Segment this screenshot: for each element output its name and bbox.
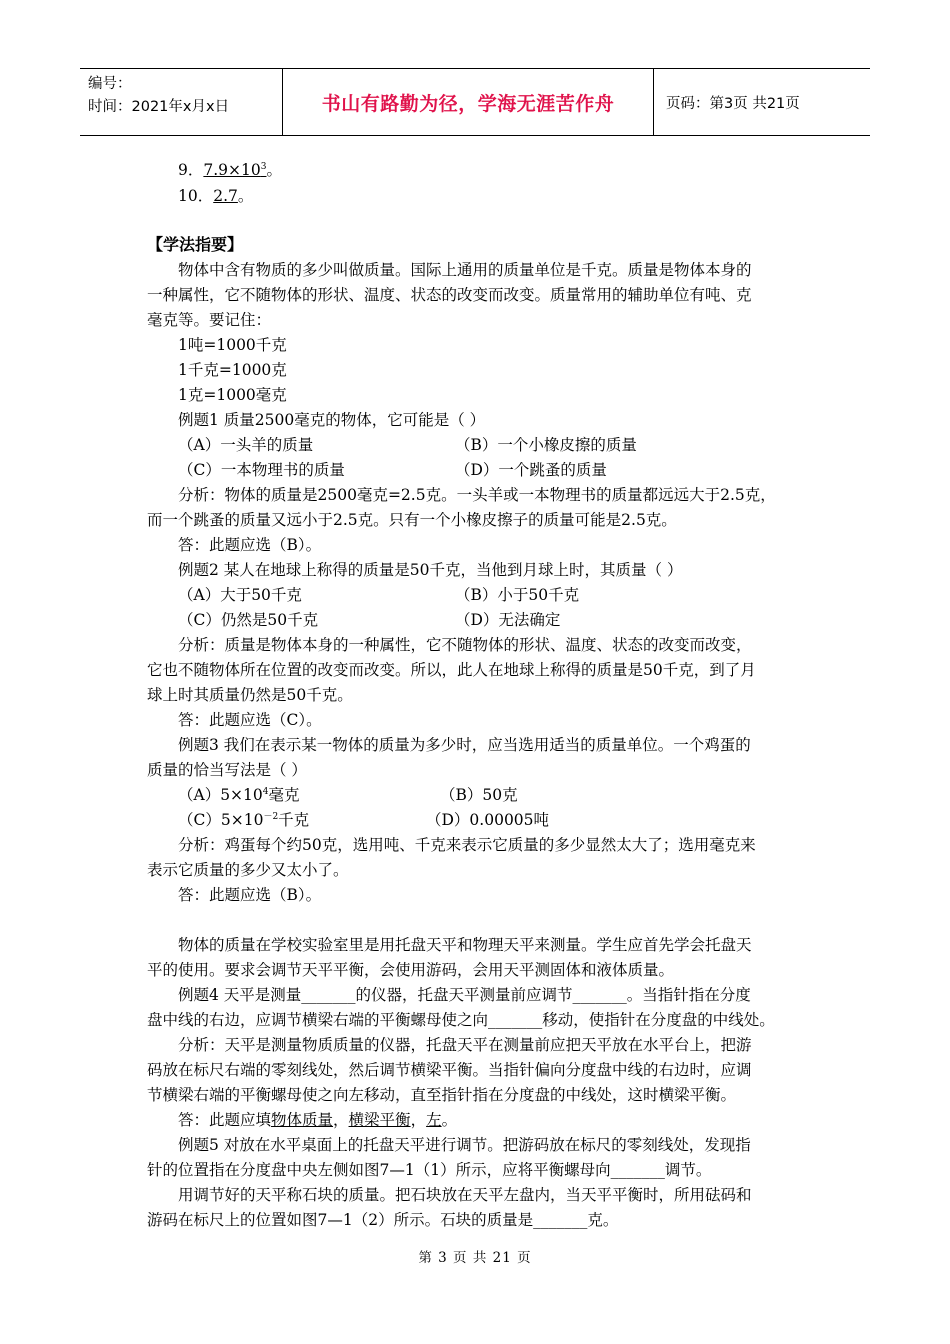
number-label: 编号： xyxy=(88,76,132,92)
option-unit: 毫克 xyxy=(268,786,300,804)
header-motto-cell xyxy=(282,69,654,135)
option-text: （A）5×10 xyxy=(178,786,263,804)
analysis-line: 球上时其质量仍然是50千克。 xyxy=(147,686,353,704)
answer-separator: ， xyxy=(333,1111,349,1129)
option-c xyxy=(178,808,309,832)
balance-intro-line: 平的使用。要求会调节天平平衡，会使用游码，会用天平测固体和液体质量。 xyxy=(147,961,675,979)
option-exponent: 4 xyxy=(262,786,269,797)
analysis-line: 码放在标尺右端的零刻线处，然后调节横梁平衡。当指针偏向分度盘中线的右边时，应调 xyxy=(147,1061,752,1079)
example-1-question: 例题1 质量2500毫克的物体，它可能是（ ） xyxy=(178,411,486,429)
answer-9 xyxy=(178,158,282,182)
option-b: （B）50克 xyxy=(440,786,518,804)
example-5-question: 针的位置指在分度盘中央左侧如图7—1（1）所示，应将平衡螺母向_______调节。 xyxy=(147,1161,712,1179)
answer-separator: ， xyxy=(410,1111,427,1129)
option-text: （C）5×10 xyxy=(178,811,264,829)
page-footer: 第 3 页 共 21 页 xyxy=(418,1250,532,1266)
option-c: （C）一本物理书的质量 xyxy=(178,461,345,479)
example-5-question: 游码在标尺上的位置如图7—1（2）所示。石块的质量是_______克。 xyxy=(147,1211,619,1229)
intro-line: 毫克等。要记住： xyxy=(147,311,272,329)
option-d: （D）无法确定 xyxy=(455,611,561,629)
answer-tail: 。 xyxy=(237,187,254,205)
option-b: （B）小于50千克 xyxy=(455,586,580,604)
page-header xyxy=(80,68,870,136)
header-motto: 书山有路勤为径，学海无涯苦作舟 xyxy=(321,92,615,115)
answer-exponent: 3 xyxy=(260,161,267,172)
option-exponent: －2 xyxy=(263,811,279,822)
header-meta xyxy=(80,69,282,135)
answer-end: 。 xyxy=(441,1111,458,1129)
analysis-line: 表示它质量的多少又太小了。 xyxy=(147,861,349,879)
option-a: （A）大于50千克 xyxy=(178,586,302,604)
unit-conversion: 1克=1000毫克 xyxy=(178,386,287,404)
answer-number: 9． xyxy=(178,161,204,179)
section-title: 【学法指要】 xyxy=(147,235,244,254)
option-a: （A）一头羊的质量 xyxy=(178,436,314,454)
page-label: 页码：第3页 共21页 xyxy=(666,95,800,112)
answer-prefix: 答：此题应填 xyxy=(178,1111,272,1129)
example-5-question: 例题5 对放在水平桌面上的托盘天平进行调节。把游码放在标尺的零刻线处，发现指 xyxy=(178,1136,751,1154)
unit-conversion: 1吨=1000千克 xyxy=(178,336,287,354)
balance-intro-line: 物体的质量在学校实验室里是用托盘天平和物理天平来测量。学生应首先学会托盘天 xyxy=(178,936,752,954)
analysis-line: 它也不随物体所在位置的改变而改变。所以，此人在地球上称得的质量是50千克，到了月 xyxy=(147,661,756,679)
unit-conversion: 1千克=1000克 xyxy=(178,361,287,379)
example-4-question: 盘中线的右边，应调节横梁右端的平衡螺母使之向_______移动，使指针在分度盘的中线处。 xyxy=(147,1011,775,1029)
example-5-question: 用调节好的天平称石块的质量。把石块放在天平左盘内，当天平平衡时，所用砝码和 xyxy=(178,1186,752,1204)
option-c: （C）仍然是50千克 xyxy=(178,611,319,629)
answer-line: 答：此题应选（C）。 xyxy=(178,711,322,729)
analysis-line: 分析：鸡蛋每个约50克，选用吨、千克来表示它质量的多少显然太大了；选用毫克来 xyxy=(178,836,756,854)
answer-blank-3: 左 xyxy=(426,1111,442,1129)
answer-line xyxy=(178,1108,457,1132)
example-2-question: 例题2 某人在地球上称得的质量是50千克，当他到月球上时，其质量（ ） xyxy=(178,561,683,579)
analysis-line: 分析：物体的质量是2500毫克=2.5克。一头羊或一本物理书的质量都远远大于2.5克， xyxy=(178,486,776,504)
answer-blank-1: 物体质量 xyxy=(271,1111,334,1129)
example-4-question: 例题4 天平是测量_______的仪器，托盘天平测量前应调节_______。当指针指在分度 xyxy=(178,986,751,1004)
analysis-line: 而一个跳蚤的质量又远小于2.5克。只有一个小橡皮擦子的质量可能是2.5克。 xyxy=(147,511,677,529)
option-b: （B）一个小橡皮擦的质量 xyxy=(455,436,637,454)
option-a xyxy=(178,783,300,807)
analysis-line: 分析：天平是测量物质质量的仪器，托盘天平在测量前应把天平放在水平台上，把游 xyxy=(178,1036,752,1054)
header-page-cell xyxy=(654,69,870,135)
answer-tail: 。 xyxy=(266,161,282,179)
answer-10 xyxy=(178,184,253,208)
time-label: 时间：2021年x月x日 xyxy=(88,99,230,115)
option-d: （D）一个跳蚤的质量 xyxy=(455,461,607,479)
answer-number: 10． xyxy=(178,187,214,205)
intro-line: 物体中含有物质的多少叫做质量。国际上通用的质量单位是千克。质量是物体本身的 xyxy=(178,261,752,279)
example-3-question: 例题3 我们在表示某一物体的质量为多少时，应当选用适当的质量单位。一个鸡蛋的 xyxy=(178,736,751,754)
answer-line: 答：此题应选（B）。 xyxy=(178,536,322,554)
option-d: （D）0.00005吨 xyxy=(426,811,550,829)
answer-line: 答：此题应选（B）。 xyxy=(178,886,322,904)
answer-value xyxy=(203,161,266,179)
analysis-line: 分析：质量是物体本身的一种属性，它不随物体的形状、温度、状态的改变而改变， xyxy=(178,636,752,654)
answer-value: 2.7 xyxy=(213,187,238,205)
intro-line: 一种属性，它不随物体的形状、温度、状态的改变而改变。质量常用的辅助单位有吨、克 xyxy=(147,286,752,304)
answer-blank-2: 横梁平衡 xyxy=(348,1111,411,1129)
example-3-question: 质量的恰当写法是（ ） xyxy=(147,761,307,779)
option-unit: 千克 xyxy=(278,811,310,829)
analysis-line: 节横梁右端的平衡螺母使之向左移动，直至指针指在分度盘的中线处，这时横梁平衡。 xyxy=(147,1086,737,1104)
answer-base: 7.9×10 xyxy=(203,161,261,179)
